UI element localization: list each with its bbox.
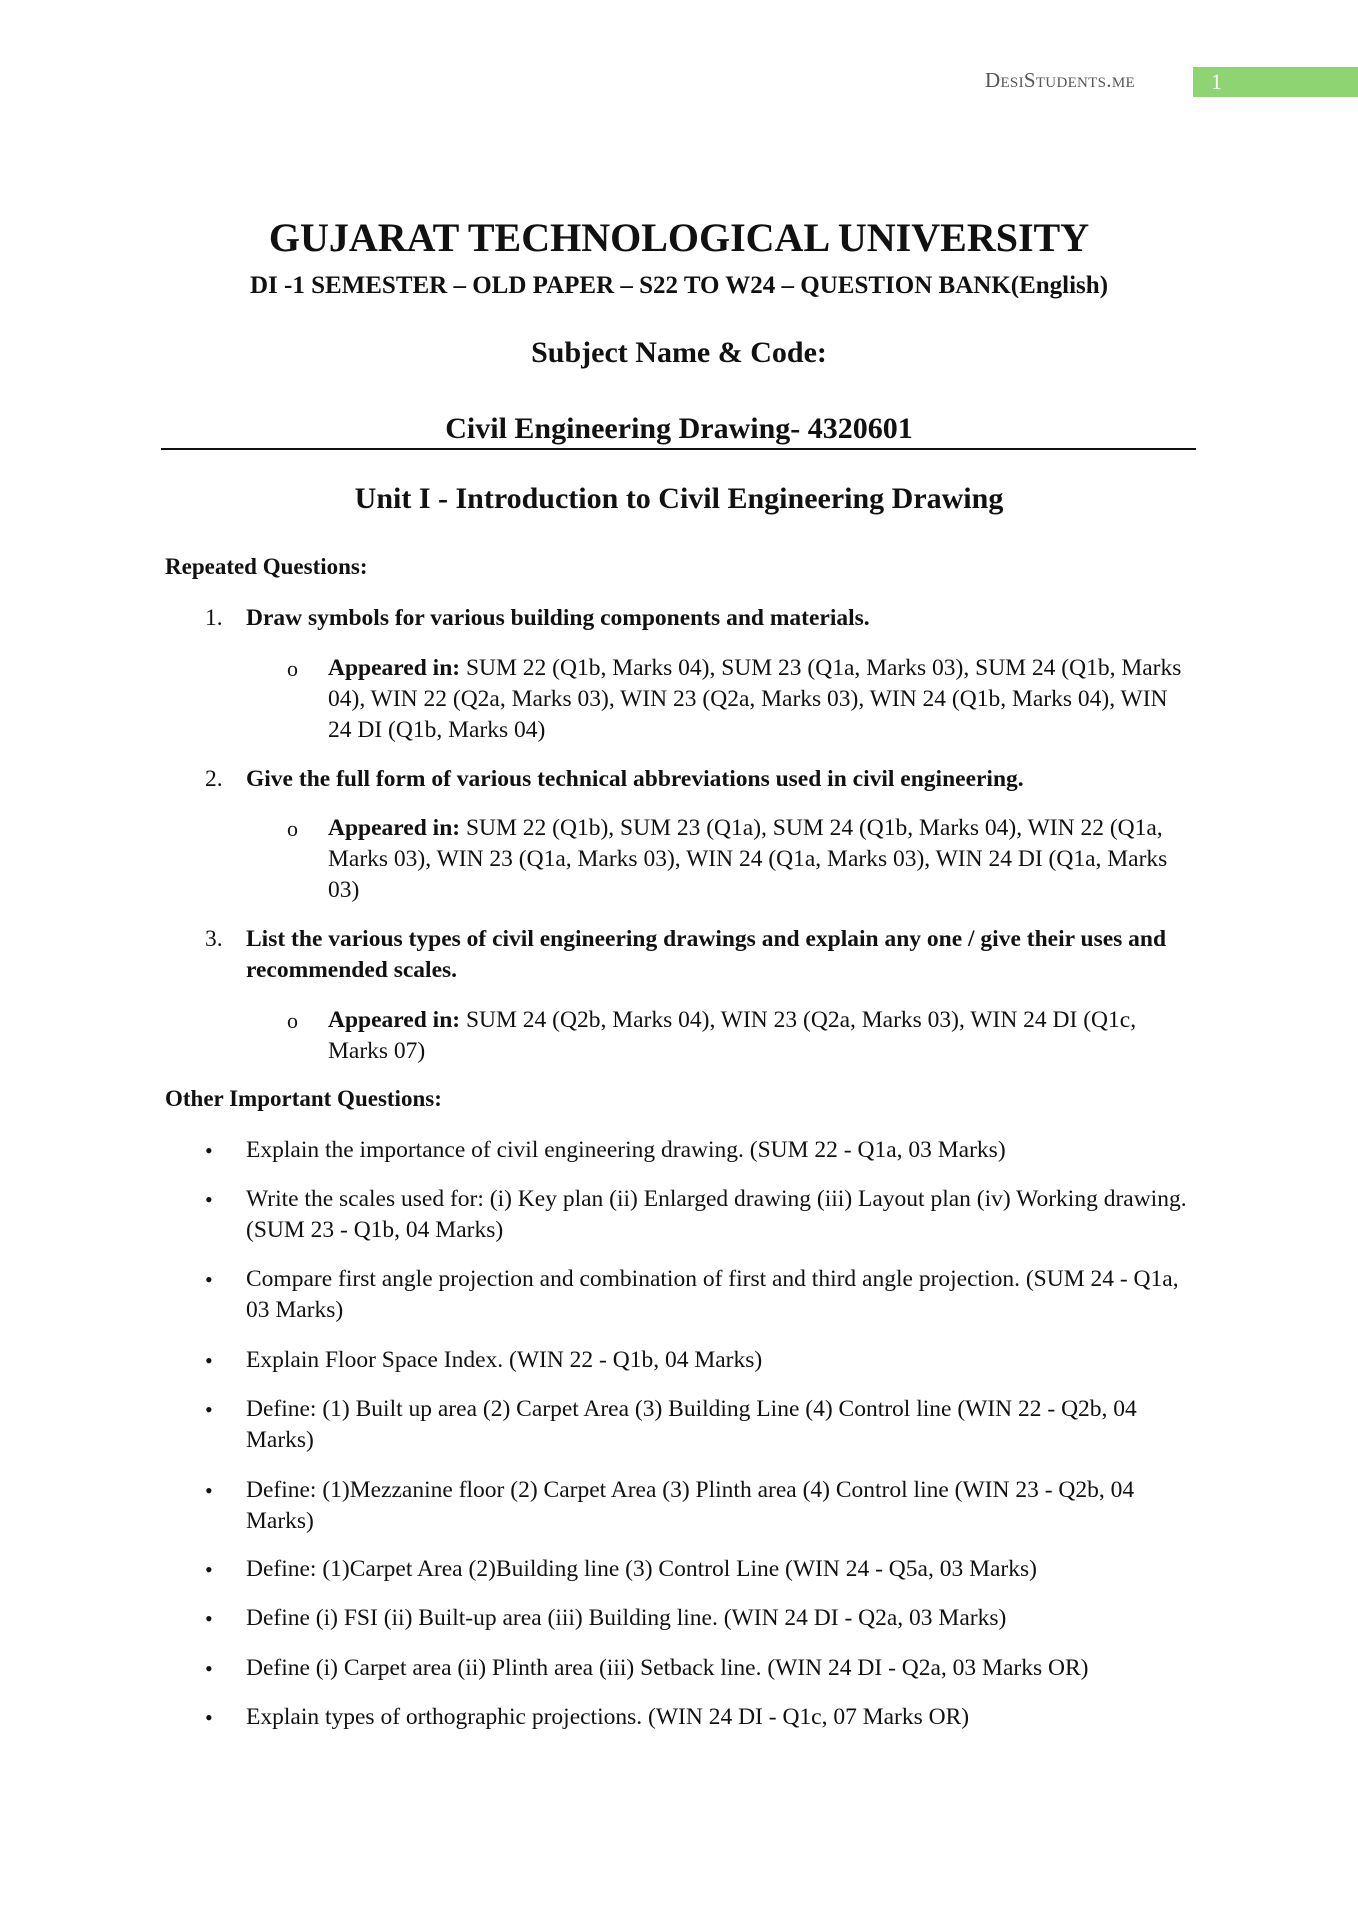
bullet-icon: • xyxy=(205,1705,213,1730)
other-question: Define: (1)Carpet Area (2)Building line (3) Control Line (WIN 24 - Q5a, 03 Marks) xyxy=(246,1556,1037,1582)
subject-label: Subject Name & Code: xyxy=(531,336,827,369)
university-title: GUJARAT TECHNOLOGICAL UNIVERSITY xyxy=(268,215,1090,260)
appeared-in xyxy=(328,813,1196,906)
other-question: Explain the importance of civil engineering drawing. (SUM 22 - Q1a, 03 Marks) xyxy=(246,1137,1006,1163)
appeared-in xyxy=(328,653,1196,746)
other-question: Write the scales used for: (i) Key plan (ii) Enlarged drawing (iii) Layout plan (iv) Working drawing. (SUM 23 - Q1b, 04 Marks) xyxy=(246,1186,1187,1243)
other-question: Define (i) FSI (ii) Built-up area (iii) Building line. (WIN 24 DI - Q2a, 03 Marks) xyxy=(246,1605,1007,1631)
other-question: Compare first angle projection and combination of first and third angle projection. (SUM 24 - Q1a, 03 Marks) xyxy=(246,1266,1179,1323)
other-question: Define: (1)Mezzanine floor (2) Carpet Area (3) Plinth area (4) Control line (WIN 23 - Q2b, 04 Marks) xyxy=(246,1477,1135,1534)
question-number: 1. xyxy=(205,605,223,631)
appeared-text: SUM 24 (Q2b, Marks 04), WIN 23 (Q2a, Marks 03), WIN 24 DI (Q1c, Marks 07) xyxy=(328,1007,1137,1064)
circle-bullet-icon: o xyxy=(287,1008,298,1033)
subject-name: Civil Engineering Drawing- 4320601 xyxy=(445,412,913,445)
other-heading: Other Important Questions: xyxy=(165,1086,442,1111)
unit-title: Unit I - Introduction to Civil Engineering Drawing xyxy=(354,482,1004,515)
other-question: Define (i) Carpet area (ii) Plinth area (iii) Setback line. (WIN 24 DI - Q2a, 03 Marks OR) xyxy=(246,1655,1089,1681)
repeated-question: Give the full form of various technical abbreviations used in civil engineering. xyxy=(246,766,1024,792)
bullet-icon: • xyxy=(205,1478,213,1503)
document-subtitle: DI -1 SEMESTER – OLD PAPER – S22 TO W24 – QUESTION BANK(English) xyxy=(249,272,1109,299)
question-number: 2. xyxy=(205,766,223,792)
header-site-name: DesiStudents.me xyxy=(985,68,1135,92)
other-question: Explain Floor Space Index. (WIN 22 - Q1b, 04 Marks) xyxy=(246,1347,763,1373)
divider xyxy=(161,448,1196,450)
repeated-question: Draw symbols for various building components and materials. xyxy=(246,605,870,631)
appeared-in xyxy=(328,1005,1196,1067)
bullet-icon: • xyxy=(205,1267,213,1292)
bullet-icon: • xyxy=(205,1138,213,1163)
bullet-icon: • xyxy=(205,1557,213,1582)
repeated-question: List the various types of civil engineering drawings and explain any one / give their uses and recommended scales. xyxy=(246,926,1167,983)
appeared-text: SUM 22 (Q1b), SUM 23 (Q1a), SUM 24 (Q1b, Marks 04), WIN 22 (Q1a, Marks 03), WIN 23 (Q1a, Marks 03), WIN 24 (Q1a, Marks 03), WIN 24 DI (Q1a, Marks 03) xyxy=(328,815,1168,903)
question-number: 3. xyxy=(205,926,223,952)
circle-bullet-icon: o xyxy=(287,816,298,841)
other-question: Explain types of orthographic projections. (WIN 24 DI - Q1c, 07 Marks OR) xyxy=(246,1704,970,1730)
bullet-icon: • xyxy=(205,1397,213,1422)
appeared-text: SUM 22 (Q1b, Marks 04), SUM 23 (Q1a, Marks 03), SUM 24 (Q1b, Marks 04), WIN 22 (Q2a, Marks 03), WIN 23 (Q2a, Marks 03), WIN 24 (Q1b, Marks 04), WIN 24 DI (Q1b, Marks 04) xyxy=(328,655,1182,743)
appeared-label: Appeared in: xyxy=(328,655,461,681)
appeared-label: Appeared in: xyxy=(328,1007,461,1033)
bullet-icon: • xyxy=(205,1656,213,1681)
appeared-label: Appeared in: xyxy=(328,815,461,841)
other-question: Define: (1) Built up area (2) Carpet Area (3) Building Line (4) Control line (WIN 22 - Q2b, 04 Marks) xyxy=(246,1396,1137,1453)
bullet-icon: • xyxy=(205,1348,213,1373)
page-number-badge: 1 xyxy=(1193,67,1358,97)
circle-bullet-icon: o xyxy=(287,656,298,681)
repeated-heading: Repeated Questions: xyxy=(165,554,368,579)
bullet-icon: • xyxy=(205,1187,213,1212)
bullet-icon: • xyxy=(205,1606,213,1631)
